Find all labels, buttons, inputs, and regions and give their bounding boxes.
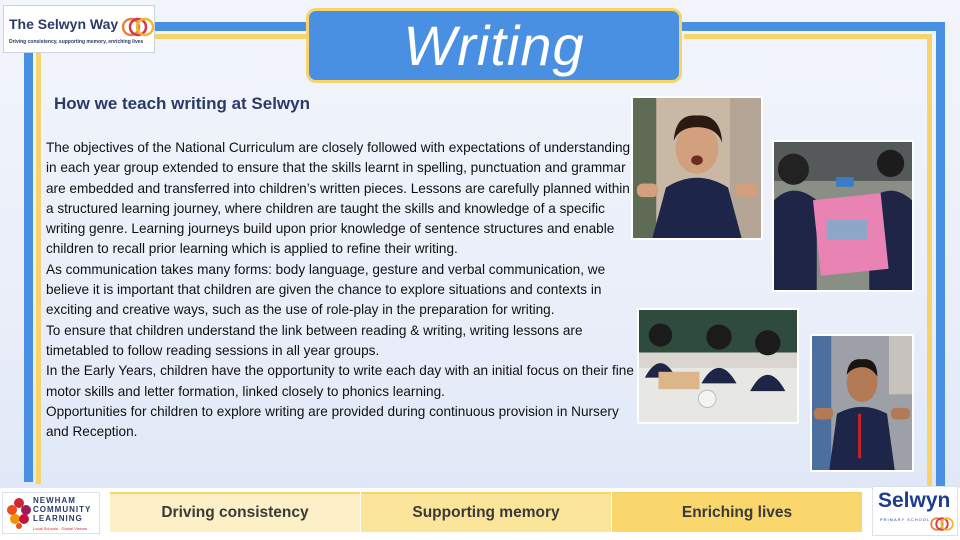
frame-line-inner-left	[36, 34, 41, 484]
brand-tagline: Driving consistency, supporting memory, enriching lives	[9, 39, 144, 45]
pillar-driving-consistency: Driving consistency	[110, 492, 360, 532]
pillar-supporting-memory: Supporting memory	[361, 492, 611, 532]
paragraph-reading-link: To ensure that children understand the link between reading & writing, writing lessons are timetabled to follow reading sessions in all year groups.	[46, 322, 583, 358]
newham-community-learning-logo	[2, 492, 100, 534]
pillar-enriching-lives: Enriching lives	[612, 492, 862, 532]
newham-line-1: NEWHAM	[33, 496, 76, 505]
selwyn-way-logo	[3, 5, 155, 53]
photo-child-expressive	[631, 96, 763, 240]
photo-boy-roleplay	[810, 334, 914, 472]
selwyn-school-logo	[872, 486, 958, 536]
paragraph-provision: Opportunities for children to explore writing are provided during continuous provision in Nursery and Reception.	[46, 403, 619, 440]
body-text	[46, 138, 636, 442]
page-title: Writing	[403, 14, 585, 77]
frame-line-top-right	[680, 22, 945, 31]
paragraph-objectives: The objectives of the National Curriculum are closely followed with expectations of understanding in each year group extended to ensure that the skills learnt in spelling, punctuation and grammar are embedded and transferred into children’s written pieces. Lessons are carefully planned within a structured learning journey, where children are taught the skills and knowledge of a specific writing genre. Learning journeys build upon prior knowledge of sentence structures and enable children to recall prior learning which is applied to refine their writing.	[46, 140, 631, 257]
section-heading: How we teach writing at Selwyn	[54, 94, 310, 113]
selwyn-logo-sub: PRIMARY SCHOOL	[880, 517, 931, 522]
title-banner	[306, 8, 682, 83]
newham-tagline: Local Schools · Global Visions	[33, 526, 87, 531]
photo-children-at-table	[637, 308, 799, 424]
rings-icon	[929, 515, 955, 533]
rings-icon	[120, 15, 156, 39]
brand-name: The Selwyn Way	[9, 16, 119, 32]
selwyn-logo-name: Selwyn	[878, 489, 951, 512]
paragraph-early-years: In the Early Years, children have the opportunity to write each day with an initial focus on their fine motor skills and letter formation, linked closely to phonics learning.	[46, 363, 634, 399]
newham-line-2: COMMUNITY	[33, 505, 92, 514]
newham-wordmark	[33, 496, 91, 523]
frame-line-right	[936, 22, 945, 492]
frame-line-inner-right	[927, 34, 932, 489]
frame-line-left	[24, 22, 33, 482]
frame-line-inner-top-right	[684, 34, 932, 39]
flower-icon	[5, 496, 33, 530]
paragraph-communication: As communication takes many forms: body language, gesture and verbal communication, we believe it is important that children are given the chance to explore situations and contexts in exciting and creative ways, such as the use of role-play in the preparation for writing.	[46, 261, 606, 318]
newham-line-3: LEARNING	[33, 514, 83, 523]
photo-group-pink-sheet	[772, 140, 914, 292]
